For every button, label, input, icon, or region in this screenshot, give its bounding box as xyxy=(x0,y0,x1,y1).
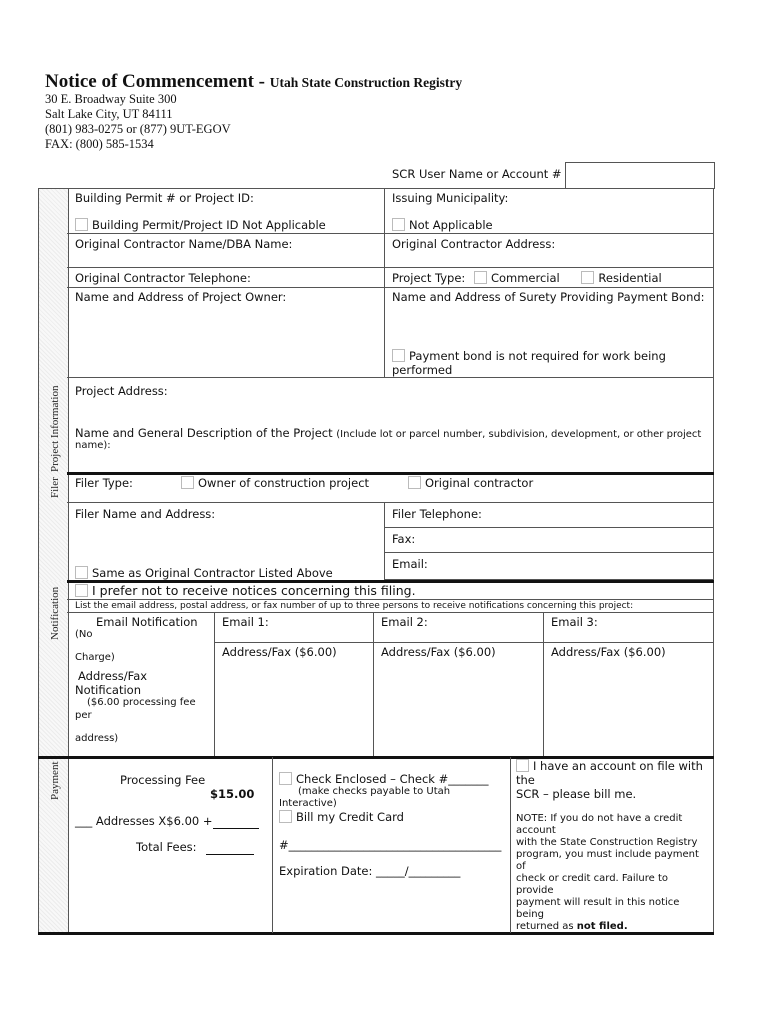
payment-note xyxy=(516,813,706,933)
account-on-file-option[interactable] xyxy=(516,759,703,773)
oc-address-label: Original Contractor Address: xyxy=(392,237,556,251)
col-divider xyxy=(510,757,511,933)
checkbox[interactable] xyxy=(75,218,88,231)
note-line: payment will result in this notice xyxy=(516,897,680,908)
note-last-prefix: returned as xyxy=(516,921,577,932)
addr-fax-notification-1: Address/Fax xyxy=(78,669,148,683)
checkbox[interactable] xyxy=(392,349,405,362)
bill-credit-option[interactable] xyxy=(279,810,404,824)
note-line: of xyxy=(516,861,526,872)
form-title-text: Notice of Commencement - xyxy=(45,71,265,92)
permit-not-applicable-label: Building Permit/Project ID Not Applicable xyxy=(92,218,326,232)
addresses-fee-row xyxy=(75,814,259,829)
issuing-municipality-label: Issuing Municipality: xyxy=(392,191,509,205)
municipality-not-applicable-option[interactable] xyxy=(392,218,493,232)
rule xyxy=(38,188,714,189)
project-description-note-2: name): xyxy=(75,440,111,451)
addresses-fee-input[interactable] xyxy=(213,814,259,829)
bond-not-required-label: Payment bond is not required for work being xyxy=(409,349,666,363)
no-charge-1: (No xyxy=(75,629,93,640)
addr-fax-notification-2: Notification xyxy=(75,683,141,697)
col-divider xyxy=(272,757,273,933)
addr-fax-1-label: Address/Fax ($6.00) xyxy=(222,645,337,659)
same-as-oc-option[interactable] xyxy=(75,566,333,580)
checkbox[interactable] xyxy=(392,218,405,231)
col-divider xyxy=(384,502,385,580)
filer-owner-option[interactable] xyxy=(181,476,369,490)
project-owner-label: Name and Address of Project Owner: xyxy=(75,290,287,304)
checkbox[interactable] xyxy=(408,476,421,489)
note-last-line xyxy=(516,921,706,933)
account-on-file-label-2: the xyxy=(516,773,535,787)
col-divider xyxy=(384,188,385,377)
oc-telephone-label: Original Contractor Telephone: xyxy=(75,271,251,285)
phone-line: (801) 983-0275 or (877) 9UT-EGOV xyxy=(45,122,231,136)
total-fees-label: Total Fees: xyxy=(136,840,197,854)
filer-contractor-option[interactable] xyxy=(408,476,533,490)
addresses-fee-label: ___ Addresses X$6.00 + xyxy=(75,814,213,828)
note-line: program, you must include payment xyxy=(516,849,699,860)
check-note-1: (make checks payable to Utah xyxy=(298,786,451,797)
fax-line: FAX: (800) 585-1534 xyxy=(45,137,154,151)
section-project-label: Project Information xyxy=(49,385,61,472)
form-title xyxy=(45,71,462,93)
filer-owner-label: Owner of construction project xyxy=(198,476,370,490)
filer-type-label: Filer Type: xyxy=(75,476,133,490)
note-line: being xyxy=(516,909,544,920)
note-line: provide xyxy=(516,885,554,896)
rule xyxy=(384,552,714,553)
project-address-label: Project Address: xyxy=(75,384,168,398)
addr-fax-3-label: Address/Fax ($6.00) xyxy=(551,645,666,659)
filer-contractor-label: Original contractor xyxy=(425,476,534,490)
checkbox[interactable] xyxy=(75,584,88,597)
prefer-not-label: I prefer not to receive notices concerning this filing. xyxy=(92,583,416,598)
checkbox[interactable] xyxy=(279,772,292,785)
bond-not-required-option[interactable] xyxy=(392,349,666,363)
scr-account-label: SCR User Name or Account # xyxy=(392,167,562,181)
email-3-label: Email 3: xyxy=(551,615,598,629)
note-line: check or credit card. Failure to xyxy=(516,873,669,884)
notification-instructions: List the email address, postal address, or fax number of up to three persons to receive notifications concerning this project: xyxy=(75,601,634,611)
building-permit-label: Building Permit # or Project ID: xyxy=(75,191,254,205)
checkbox[interactable] xyxy=(516,759,529,772)
check-enclosed-option[interactable] xyxy=(279,772,489,786)
addr-fax-2-label: Address/Fax ($6.00) xyxy=(381,645,496,659)
rule xyxy=(67,502,714,503)
processing-fee-amount: $15.00 xyxy=(210,787,255,801)
account-on-file-label-3: SCR – please bill me. xyxy=(516,787,637,801)
bond-not-required-label-2: performed xyxy=(392,363,453,377)
project-description-note: (Include lot or parcel number, subdivision, development, or other project xyxy=(336,429,702,440)
email-1-label: Email 1: xyxy=(222,615,269,629)
fee-note-2: per xyxy=(75,710,92,721)
residential-checkbox[interactable] xyxy=(581,271,594,284)
project-description-row xyxy=(75,426,701,440)
filer-telephone-label: Filer Telephone: xyxy=(392,507,482,521)
project-description-label: Name and General Description of the Project xyxy=(75,426,333,440)
address-line-1: 30 E. Broadway Suite 300 xyxy=(45,92,177,106)
note-not-filed: not filed. xyxy=(576,921,628,932)
surety-label: Name and Address of Surety Providing Payment Bond: xyxy=(392,290,705,304)
scr-account-input[interactable] xyxy=(565,162,715,189)
check-note-2: Interactive) xyxy=(279,798,337,809)
permit-not-applicable-option[interactable] xyxy=(75,218,326,232)
processing-fee-label: Processing Fee xyxy=(120,773,206,787)
filer-name-label: Filer Name and Address: xyxy=(75,507,216,521)
section-notification-label: Notification xyxy=(49,586,61,640)
no-charge-2: Charge) xyxy=(75,652,115,663)
project-type-label: Project Type: xyxy=(392,271,466,285)
residential-label: Residential xyxy=(598,271,662,285)
rule xyxy=(67,233,714,234)
rule xyxy=(384,527,714,528)
rule xyxy=(214,642,714,643)
fee-note-1: ($6.00 processing fee xyxy=(87,697,196,708)
account-on-file-label: I have an account on file with xyxy=(533,759,703,773)
rule xyxy=(67,377,714,378)
rule-thick xyxy=(67,472,714,475)
total-fees-row xyxy=(136,840,254,855)
col-divider xyxy=(214,612,215,756)
prefer-not-option[interactable] xyxy=(75,583,416,598)
project-type-row xyxy=(392,271,662,285)
rule xyxy=(67,612,714,613)
filer-email-label: Email: xyxy=(392,557,428,571)
check-enclosed-label: Check Enclosed – Check #_______ xyxy=(296,772,489,786)
checkbox[interactable] xyxy=(181,476,194,489)
col-divider xyxy=(543,612,544,756)
note-line: with the State Construction Registry xyxy=(516,837,698,848)
checkbox[interactable] xyxy=(75,566,88,579)
rule xyxy=(67,599,714,600)
email-2-label: Email 2: xyxy=(381,615,428,629)
form-subtitle: Utah State Construction Registry xyxy=(269,75,463,90)
expiration-field[interactable]: Expiration Date: _____/_________ xyxy=(279,864,461,878)
side-strip-project xyxy=(38,188,69,581)
rule xyxy=(67,287,714,288)
section-filer-label: Filer xyxy=(49,477,61,498)
rule xyxy=(67,267,714,268)
note-line: account xyxy=(516,825,556,836)
address-line-2: Salt Lake City, UT 84111 xyxy=(45,107,173,121)
bill-credit-label: Bill my Credit Card xyxy=(296,810,404,824)
total-fees-input[interactable] xyxy=(206,840,254,855)
email-notification-label: Email Notification xyxy=(96,615,198,629)
same-as-oc-label: Same as Original Contractor Listed Above xyxy=(92,566,333,580)
commercial-checkbox[interactable] xyxy=(474,271,487,284)
col-divider xyxy=(373,612,374,756)
checkbox[interactable] xyxy=(279,810,292,823)
commercial-label: Commercial xyxy=(490,271,560,285)
filer-fax-label: Fax: xyxy=(392,532,416,546)
card-number-field[interactable]: #_____________________________________ xyxy=(279,838,502,852)
not-applicable-label: Not Applicable xyxy=(409,218,493,232)
fee-note-3: address) xyxy=(75,733,119,744)
right-border xyxy=(713,188,714,934)
oc-name-label: Original Contractor Name/DBA Name: xyxy=(75,237,293,251)
note-line: NOTE: If you do not have a credit xyxy=(516,813,683,824)
section-payment-label: Payment xyxy=(49,761,61,800)
